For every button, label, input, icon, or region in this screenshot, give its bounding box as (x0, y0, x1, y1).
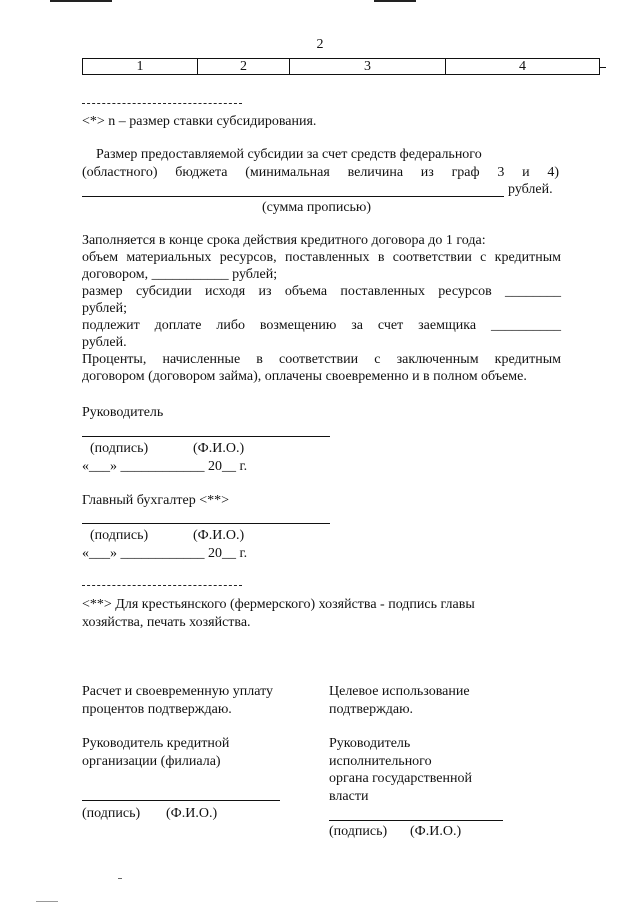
subsidy-amount-line (82, 196, 504, 197)
filled-line-5: рублей; (82, 301, 127, 316)
confirm-right-signature-line (329, 820, 503, 821)
table-cell-2: 2 (198, 59, 290, 75)
table-edge-tick (600, 67, 606, 68)
table-row (83, 59, 600, 75)
filled-line-9: договором (договором займа), оплачены своевременно и в полном объеме. (82, 369, 527, 384)
confirm-right-role-4: власти (329, 789, 369, 804)
footnote2-line-1: <**> Для крестьянского (фермерского) хозяйства - подпись главы (82, 597, 475, 612)
confirm-left-line-1: Расчет и своевременную уплату (82, 684, 274, 699)
confirm-left-role-2: организации (филиала) (82, 754, 221, 769)
column-number-table (82, 58, 600, 75)
accountant-sign-label: (подпись) (90, 528, 149, 543)
footnote-ratio-text: <*> n – размер ставки субсидирования. (82, 114, 317, 129)
confirm-right-sign-label: (подпись) (329, 824, 388, 839)
subsidy-caption: (сумма прописью) (262, 200, 372, 215)
confirm-left-role-1: Руководитель кредитной (82, 736, 230, 751)
scan-speck-bottom (36, 901, 58, 902)
filled-line-8: Проценты, начисленные в соответствии с заключенным кредитным (82, 352, 561, 367)
footnote2-separator (82, 585, 242, 586)
subsidy-currency: рублей. (508, 182, 553, 197)
accountant-name-label: (Ф.И.О.) (193, 528, 245, 543)
confirm-right-line-2: подтверждаю. (329, 702, 414, 717)
table-cell-1: 1 (83, 59, 198, 75)
scan-artifact-left (50, 0, 112, 2)
confirm-right-role-3: органа государственной (329, 771, 472, 786)
scan-artifact-right (374, 0, 416, 2)
confirm-right-role-2: исполнительного (329, 754, 432, 769)
accountant-title: Главный бухгалтер <**> (82, 493, 230, 508)
head-sign-label: (подпись) (90, 441, 149, 456)
table-cell-4: 4 (446, 59, 600, 75)
confirm-left-name-label: (Ф.И.О.) (166, 806, 218, 821)
confirm-right-line-1: Целевое использование (329, 684, 470, 699)
footnote-separator (82, 103, 242, 104)
confirm-right-role-1: Руководитель (329, 736, 411, 751)
confirm-left-signature-line (82, 800, 280, 801)
table-cell-3: 3 (290, 59, 446, 75)
footnote2-line-2: хозяйства, печать хозяйства. (82, 615, 251, 630)
filled-line-3: договором, ___________ рублей; (82, 267, 278, 282)
head-title: Руководитель (82, 405, 164, 420)
head-date-line: «___» ____________ 20__ г. (82, 459, 248, 474)
confirm-left-line-2: процентов подтверждаю. (82, 702, 232, 717)
filled-line-6: подлежит доплате либо возмещению за счет заемщика __________ (82, 318, 561, 333)
subsidy-line-2: (областного) бюджета (минимальная величина из граф 3 и 4) (82, 165, 559, 180)
head-name-label: (Ф.И.О.) (193, 441, 245, 456)
filled-line-4: размер субсидии исходя из объема поставленных ресурсов ________ (82, 284, 561, 299)
subsidy-line-1: Размер предоставляемой субсидии за счет средств федерального (96, 147, 482, 162)
filled-line-1: Заполняется в конце срока действия кредитного договора до 1 года: (82, 233, 486, 248)
head-signature-line (82, 436, 330, 437)
accountant-date-line: «___» ____________ 20__ г. (82, 546, 248, 561)
accountant-signature-line (82, 523, 330, 524)
page-number: 2 (316, 37, 324, 52)
confirm-right-name-label: (Ф.И.О.) (410, 824, 462, 839)
filled-line-7: рублей. (82, 335, 127, 350)
filled-line-2: объем материальных ресурсов, поставленных в соответствии с кредитным (82, 250, 561, 265)
scan-speck (118, 878, 122, 879)
confirm-left-sign-label: (подпись) (82, 806, 141, 821)
filled-section (82, 232, 561, 385)
